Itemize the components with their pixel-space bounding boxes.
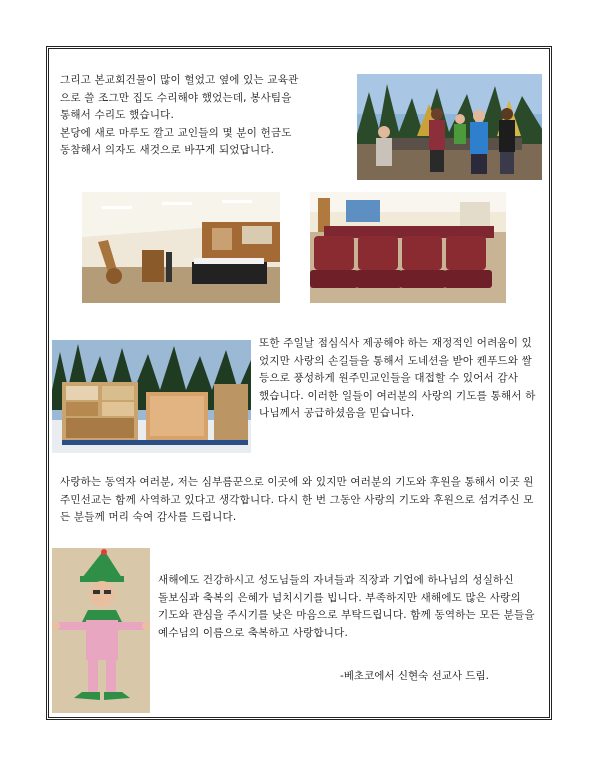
text-line: 든 분들께 머리 숙여 감사를 드립니다. [60,511,237,524]
sanctuary-photo [82,192,280,303]
text-line: 었지만 사랑의 손길들을 통해서 도네션을 받아 켄푸드와 쌀 [259,354,532,367]
text-line: 동참해서 의자도 새것으로 바꾸게 되었답니다. [60,144,275,157]
text-line: 으로 쓸 조그만 집도 수리해야 했었는데, 봉사팀을 [60,91,292,104]
paragraph-new-year-blessing [158,572,550,642]
text-line: 사랑하는 동역자 여러분, 저는 심부름꾼으로 이곳에 와 있지만 여러분의 기도와 후원을 통해서 이곳 원 [60,476,534,488]
text-line: 새해에도 건강하시고 성도님들의 자녀들과 직장과 기업에 하나님의 성실하신 [158,574,514,586]
text-line: 나님께서 공급하셨음을 믿습니다. [259,407,415,420]
text-line: 또한 주일날 점심식사 제공해야 하는 재정적인 어려움이 있 [259,337,532,349]
signature: -베초코에서 신현숙 선교사 드림. [340,670,489,682]
chairs-photo [310,192,506,303]
paragraph-renovation [60,72,355,160]
paragraph-lunch-support [259,335,549,423]
volunteers-photo [357,74,542,180]
text-line: 돌보심과 축복의 은혜가 넘치시기를 빕니다. 부족하지만 새해에도 많은 사랑의 [158,591,521,604]
text-line: 본당에 새로 마루도 깔고 교인들의 몇 분이 헌금도 [60,126,292,139]
paragraph-gratitude [60,474,550,527]
text-line: 통해서 수리도 했습니다. [60,109,175,122]
text-line: 했습니다. 이러한 일들이 여러분의 사랑의 기도를 통해서 하 [259,389,536,402]
food-pallets-photo [52,340,251,453]
text-line: 주민선교는 함께 사역하고 있다고 생각합니다. 다시 한 번 그동안 사랑의 기도와 후원으로 섬겨주신 모 [60,493,534,506]
text-line: 그리고 본교회건물이 많이 헐었고 옆에 있는 교육관 [60,74,299,86]
text-line: 기도와 관심을 주시기를 낮은 마음으로 부탁드립니다. 함께 동역하는 모든 분들을 [158,609,535,622]
text-line: 예수님의 이름으로 축복하고 사랑합니다. [158,626,348,639]
elf-craft-picture [52,548,150,713]
text-line: 등으로 풍성하게 원주민교인들을 대접할 수 있어서 감사 [259,372,519,385]
